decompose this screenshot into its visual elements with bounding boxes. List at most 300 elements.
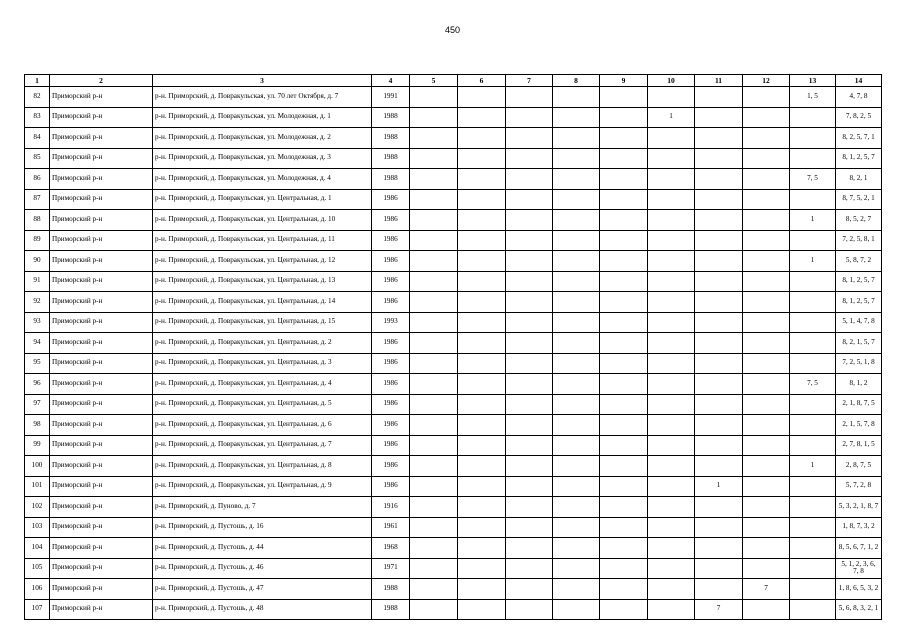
- col-14-cell: 8, 7, 5, 2, 1: [836, 189, 882, 210]
- col-8-cell: [553, 353, 600, 374]
- col-8-cell: [553, 107, 600, 128]
- col-6-cell: [458, 476, 506, 497]
- col-9-cell: [600, 189, 648, 210]
- col-11-cell: [695, 107, 743, 128]
- col-13-cell: [790, 579, 836, 600]
- col-10-cell: [648, 210, 695, 231]
- col-13-cell: [790, 353, 836, 374]
- col-14-cell: 2, 7, 8, 1, 5: [836, 435, 882, 456]
- col-14-cell: 5, 6, 8, 3, 2, 1: [836, 599, 882, 620]
- col-8-cell: [553, 251, 600, 272]
- col-6-cell: [458, 558, 506, 579]
- row-number-cell: 102: [25, 497, 50, 518]
- col-12-cell: [743, 415, 790, 436]
- address-cell: р-н. Приморский, д. Повракульская, ул. Центральная, д. 11: [153, 230, 372, 251]
- col-6-cell: [458, 415, 506, 436]
- col-9-cell: [600, 476, 648, 497]
- table-row: [25, 230, 882, 251]
- row-number-cell: 94: [25, 333, 50, 354]
- row-number-cell: 91: [25, 271, 50, 292]
- col-13-cell: [790, 189, 836, 210]
- col-5-cell: [410, 517, 458, 538]
- table-row: [25, 189, 882, 210]
- col-8-cell: [553, 415, 600, 436]
- col-11-cell: [695, 558, 743, 579]
- address-cell: р-н. Приморский, д. Пустошь, д. 44: [153, 538, 372, 559]
- col-11-cell: [695, 497, 743, 518]
- col-12-cell: [743, 87, 790, 108]
- col-8-cell: [553, 230, 600, 251]
- column-header-12: 12: [743, 75, 790, 87]
- row-number-cell: 87: [25, 189, 50, 210]
- row-number-cell: 103: [25, 517, 50, 538]
- col-5-cell: [410, 558, 458, 579]
- col-14-cell: 8, 1, 2: [836, 374, 882, 395]
- col-8-cell: [553, 538, 600, 559]
- table-row: [25, 333, 882, 354]
- col-12-cell: [743, 128, 790, 149]
- district-cell: Приморский р-н: [50, 107, 153, 128]
- col-12-cell: [743, 538, 790, 559]
- col-5-cell: [410, 271, 458, 292]
- column-header-7: 7: [506, 75, 553, 87]
- col-13-cell: [790, 435, 836, 456]
- year-cell: 1968: [372, 538, 410, 559]
- col-13-cell: [790, 538, 836, 559]
- col-8-cell: [553, 271, 600, 292]
- col-10-cell: [648, 579, 695, 600]
- year-cell: 1986: [372, 210, 410, 231]
- col-8-cell: [553, 87, 600, 108]
- col-5-cell: [410, 312, 458, 333]
- col-9-cell: [600, 128, 648, 149]
- col-6-cell: [458, 394, 506, 415]
- col-10-cell: [648, 87, 695, 108]
- col-5-cell: [410, 456, 458, 477]
- col-10-cell: [648, 271, 695, 292]
- col-11-cell: [695, 169, 743, 190]
- col-7-cell: [506, 148, 553, 169]
- district-cell: Приморский р-н: [50, 148, 153, 169]
- col-9-cell: [600, 292, 648, 313]
- address-cell: р-н. Приморский, д. Пустошь, д. 46: [153, 558, 372, 579]
- col-14-cell: 5, 7, 2, 8: [836, 476, 882, 497]
- header-row: [25, 75, 882, 87]
- col-12-cell: [743, 353, 790, 374]
- year-cell: 1986: [372, 456, 410, 477]
- col-6-cell: [458, 599, 506, 620]
- col-5-cell: [410, 415, 458, 436]
- col-12-cell: [743, 230, 790, 251]
- col-6-cell: [458, 292, 506, 313]
- col-7-cell: [506, 333, 553, 354]
- col-10-cell: [648, 169, 695, 190]
- col-10-cell: [648, 189, 695, 210]
- col-10-cell: [648, 353, 695, 374]
- year-cell: 1986: [372, 251, 410, 272]
- table-row: [25, 148, 882, 169]
- col-5-cell: [410, 435, 458, 456]
- table-body: [25, 87, 882, 620]
- col-14-cell: 8, 5, 6, 7, 1, 2: [836, 538, 882, 559]
- table-row: [25, 374, 882, 395]
- col-13-cell: 7, 5: [790, 374, 836, 395]
- row-number-cell: 101: [25, 476, 50, 497]
- col-10-cell: [648, 374, 695, 395]
- col-11-cell: [695, 128, 743, 149]
- column-header-1: 1: [25, 75, 50, 87]
- col-14-cell: 5, 8, 7, 2: [836, 251, 882, 272]
- col-12-cell: 7: [743, 579, 790, 600]
- row-number-cell: 106: [25, 579, 50, 600]
- col-12-cell: [743, 251, 790, 272]
- district-cell: Приморский р-н: [50, 599, 153, 620]
- district-cell: Приморский р-н: [50, 271, 153, 292]
- col-9-cell: [600, 558, 648, 579]
- column-header-2: 2: [50, 75, 153, 87]
- col-7-cell: [506, 169, 553, 190]
- year-cell: 1986: [372, 333, 410, 354]
- year-cell: 1986: [372, 230, 410, 251]
- col-9-cell: [600, 107, 648, 128]
- col-12-cell: [743, 435, 790, 456]
- col-9-cell: [600, 148, 648, 169]
- year-cell: 1986: [372, 353, 410, 374]
- row-number-cell: 88: [25, 210, 50, 231]
- col-5-cell: [410, 476, 458, 497]
- col-12-cell: [743, 456, 790, 477]
- col-10-cell: [648, 517, 695, 538]
- district-cell: Приморский р-н: [50, 374, 153, 395]
- district-cell: Приморский р-н: [50, 189, 153, 210]
- col-5-cell: [410, 333, 458, 354]
- table-row: [25, 476, 882, 497]
- col-12-cell: [743, 517, 790, 538]
- col-13-cell: 7, 5: [790, 169, 836, 190]
- col-8-cell: [553, 579, 600, 600]
- column-header-9: 9: [600, 75, 648, 87]
- col-6-cell: [458, 271, 506, 292]
- district-cell: Приморский р-н: [50, 292, 153, 313]
- col-13-cell: [790, 128, 836, 149]
- table-row: [25, 312, 882, 333]
- district-cell: Приморский р-н: [50, 497, 153, 518]
- column-header-11: 11: [695, 75, 743, 87]
- table-row: [25, 497, 882, 518]
- col-7-cell: [506, 353, 553, 374]
- col-6-cell: [458, 230, 506, 251]
- address-cell: р-н. Приморский, д. Повракульская, ул. Центральная, д. 8: [153, 456, 372, 477]
- address-cell: р-н. Приморский, д. Повракульская, ул. Центральная, д. 1: [153, 189, 372, 210]
- col-10-cell: [648, 599, 695, 620]
- col-12-cell: [743, 169, 790, 190]
- col-14-cell: 7, 2, 5, 1, 8: [836, 353, 882, 374]
- year-cell: 1993: [372, 312, 410, 333]
- col-13-cell: 1, 5: [790, 87, 836, 108]
- col-13-cell: 1: [790, 210, 836, 231]
- year-cell: 1986: [372, 271, 410, 292]
- col-7-cell: [506, 210, 553, 231]
- col-5-cell: [410, 292, 458, 313]
- table-row: [25, 456, 882, 477]
- col-9-cell: [600, 374, 648, 395]
- column-header-6: 6: [458, 75, 506, 87]
- table-row: [25, 599, 882, 620]
- col-7-cell: [506, 87, 553, 108]
- table-row: [25, 169, 882, 190]
- col-10-cell: [648, 333, 695, 354]
- col-6-cell: [458, 128, 506, 149]
- address-cell: р-н. Приморский, д. Повракульская, ул. Центральная, д. 5: [153, 394, 372, 415]
- year-cell: 1988: [372, 128, 410, 149]
- col-9-cell: [600, 517, 648, 538]
- col-8-cell: [553, 558, 600, 579]
- col-5-cell: [410, 189, 458, 210]
- col-8-cell: [553, 374, 600, 395]
- col-12-cell: [743, 292, 790, 313]
- address-cell: р-н. Приморский, д. Повракульская, ул. Центральная, д. 2: [153, 333, 372, 354]
- col-7-cell: [506, 251, 553, 272]
- col-7-cell: [506, 538, 553, 559]
- col-7-cell: [506, 579, 553, 600]
- row-number-cell: 92: [25, 292, 50, 313]
- row-number-cell: 95: [25, 353, 50, 374]
- col-7-cell: [506, 599, 553, 620]
- col-13-cell: [790, 517, 836, 538]
- col-5-cell: [410, 148, 458, 169]
- col-10-cell: [648, 456, 695, 477]
- col-11-cell: [695, 189, 743, 210]
- col-6-cell: [458, 517, 506, 538]
- address-cell: р-н. Приморский, д. Повракульская, ул. Центральная, д. 4: [153, 374, 372, 395]
- col-6-cell: [458, 169, 506, 190]
- col-13-cell: [790, 312, 836, 333]
- col-11-cell: [695, 312, 743, 333]
- col-12-cell: [743, 148, 790, 169]
- col-8-cell: [553, 476, 600, 497]
- col-8-cell: [553, 189, 600, 210]
- col-6-cell: [458, 353, 506, 374]
- data-table: [24, 74, 882, 620]
- col-13-cell: [790, 230, 836, 251]
- col-5-cell: [410, 374, 458, 395]
- col-14-cell: 5, 3, 2, 1, 8, 7: [836, 497, 882, 518]
- district-cell: Приморский р-н: [50, 456, 153, 477]
- col-13-cell: [790, 599, 836, 620]
- col-11-cell: [695, 374, 743, 395]
- col-9-cell: [600, 312, 648, 333]
- col-13-cell: [790, 333, 836, 354]
- col-10-cell: [648, 251, 695, 272]
- col-10-cell: [648, 312, 695, 333]
- row-number-cell: 86: [25, 169, 50, 190]
- col-14-cell: 7, 2, 5, 8, 1: [836, 230, 882, 251]
- table-row: [25, 435, 882, 456]
- district-cell: Приморский р-н: [50, 538, 153, 559]
- district-cell: Приморский р-н: [50, 312, 153, 333]
- address-cell: р-н. Приморский, д. Повракульская, ул. 70 лет Октября, д. 7: [153, 87, 372, 108]
- col-10-cell: [648, 292, 695, 313]
- col-14-cell: 7, 8, 2, 5: [836, 107, 882, 128]
- table-row: [25, 579, 882, 600]
- address-cell: р-н. Приморский, д. Повракульская, ул. Центральная, д. 6: [153, 415, 372, 436]
- col-8-cell: [553, 312, 600, 333]
- district-cell: Приморский р-н: [50, 415, 153, 436]
- address-cell: р-н. Приморский, д. Повракульская, ул. Молодежная, д. 4: [153, 169, 372, 190]
- col-13-cell: 1: [790, 456, 836, 477]
- address-cell: р-н. Приморский, д. Повракульская, ул. Центральная, д. 13: [153, 271, 372, 292]
- year-cell: 1986: [372, 394, 410, 415]
- table-row: [25, 210, 882, 231]
- col-10-cell: [648, 476, 695, 497]
- col-5-cell: [410, 210, 458, 231]
- row-number-cell: 99: [25, 435, 50, 456]
- col-7-cell: [506, 517, 553, 538]
- col-11-cell: [695, 353, 743, 374]
- col-14-cell: 8, 5, 2, 7: [836, 210, 882, 231]
- district-cell: Приморский р-н: [50, 558, 153, 579]
- col-7-cell: [506, 394, 553, 415]
- col-6-cell: [458, 312, 506, 333]
- col-12-cell: [743, 394, 790, 415]
- address-cell: р-н. Приморский, д. Пуново, д. 7: [153, 497, 372, 518]
- address-cell: р-н. Приморский, д. Повракульская, ул. Центральная, д. 7: [153, 435, 372, 456]
- col-6-cell: [458, 107, 506, 128]
- year-cell: 1988: [372, 107, 410, 128]
- col-5-cell: [410, 128, 458, 149]
- col-8-cell: [553, 394, 600, 415]
- district-cell: Приморский р-н: [50, 251, 153, 272]
- col-13-cell: 1: [790, 251, 836, 272]
- column-header-3: 3: [153, 75, 372, 87]
- col-7-cell: [506, 128, 553, 149]
- address-cell: р-н. Приморский, д. Повракульская, ул. Молодежная, д. 1: [153, 107, 372, 128]
- col-7-cell: [506, 374, 553, 395]
- page-number: 450: [444, 25, 461, 35]
- col-11-cell: [695, 394, 743, 415]
- col-10-cell: [648, 394, 695, 415]
- col-6-cell: [458, 333, 506, 354]
- col-6-cell: [458, 210, 506, 231]
- col-9-cell: [600, 169, 648, 190]
- col-13-cell: [790, 148, 836, 169]
- col-8-cell: [553, 599, 600, 620]
- col-11-cell: [695, 251, 743, 272]
- table-row: [25, 353, 882, 374]
- row-number-cell: 97: [25, 394, 50, 415]
- address-cell: р-н. Приморский, д. Повракульская, ул. Молодежная, д. 2: [153, 128, 372, 149]
- col-13-cell: [790, 394, 836, 415]
- year-cell: 1916: [372, 497, 410, 518]
- district-cell: Приморский р-н: [50, 435, 153, 456]
- col-10-cell: [648, 435, 695, 456]
- column-header-4: 4: [372, 75, 410, 87]
- row-number-cell: 83: [25, 107, 50, 128]
- col-12-cell: [743, 210, 790, 231]
- row-number-cell: 89: [25, 230, 50, 251]
- col-12-cell: [743, 497, 790, 518]
- col-5-cell: [410, 497, 458, 518]
- col-14-cell: 2, 8, 7, 5: [836, 456, 882, 477]
- address-cell: р-н. Приморский, д. Повракульская, ул. Центральная, д. 12: [153, 251, 372, 272]
- col-9-cell: [600, 333, 648, 354]
- col-11-cell: [695, 456, 743, 477]
- year-cell: 1961: [372, 517, 410, 538]
- year-cell: 1986: [372, 415, 410, 436]
- col-11-cell: [695, 210, 743, 231]
- year-cell: 1988: [372, 579, 410, 600]
- col-7-cell: [506, 230, 553, 251]
- col-9-cell: [600, 415, 648, 436]
- table-row: [25, 251, 882, 272]
- col-7-cell: [506, 271, 553, 292]
- col-6-cell: [458, 148, 506, 169]
- col-13-cell: [790, 292, 836, 313]
- col-11-cell: 1: [695, 476, 743, 497]
- col-6-cell: [458, 374, 506, 395]
- district-cell: Приморский р-н: [50, 333, 153, 354]
- col-6-cell: [458, 87, 506, 108]
- col-11-cell: [695, 87, 743, 108]
- column-header-14: 14: [836, 75, 882, 87]
- col-7-cell: [506, 292, 553, 313]
- col-10-cell: [648, 497, 695, 518]
- col-9-cell: [600, 456, 648, 477]
- col-12-cell: [743, 476, 790, 497]
- col-12-cell: [743, 558, 790, 579]
- col-11-cell: [695, 415, 743, 436]
- col-5-cell: [410, 107, 458, 128]
- col-6-cell: [458, 189, 506, 210]
- district-cell: Приморский р-н: [50, 87, 153, 108]
- address-cell: р-н. Приморский, д. Повракульская, ул. Центральная, д. 14: [153, 292, 372, 313]
- col-14-cell: 4, 7, 8: [836, 87, 882, 108]
- col-9-cell: [600, 251, 648, 272]
- col-5-cell: [410, 251, 458, 272]
- col-13-cell: [790, 415, 836, 436]
- col-7-cell: [506, 189, 553, 210]
- col-10-cell: [648, 148, 695, 169]
- row-number-cell: 105: [25, 558, 50, 579]
- district-cell: Приморский р-н: [50, 230, 153, 251]
- row-number-cell: 107: [25, 599, 50, 620]
- col-11-cell: [695, 230, 743, 251]
- col-7-cell: [506, 435, 553, 456]
- district-cell: Приморский р-н: [50, 476, 153, 497]
- col-14-cell: 8, 1, 2, 5, 7: [836, 292, 882, 313]
- col-7-cell: [506, 558, 553, 579]
- column-header-5: 5: [410, 75, 458, 87]
- district-cell: Приморский р-н: [50, 210, 153, 231]
- col-12-cell: [743, 271, 790, 292]
- col-13-cell: [790, 271, 836, 292]
- row-number-cell: 93: [25, 312, 50, 333]
- col-12-cell: [743, 189, 790, 210]
- row-number-cell: 100: [25, 456, 50, 477]
- col-6-cell: [458, 456, 506, 477]
- col-5-cell: [410, 169, 458, 190]
- col-12-cell: [743, 333, 790, 354]
- col-11-cell: [695, 271, 743, 292]
- col-9-cell: [600, 435, 648, 456]
- district-cell: Приморский р-н: [50, 394, 153, 415]
- col-6-cell: [458, 435, 506, 456]
- col-10-cell: 1: [648, 107, 695, 128]
- district-cell: Приморский р-н: [50, 169, 153, 190]
- table-row: [25, 415, 882, 436]
- col-7-cell: [506, 107, 553, 128]
- col-9-cell: [600, 210, 648, 231]
